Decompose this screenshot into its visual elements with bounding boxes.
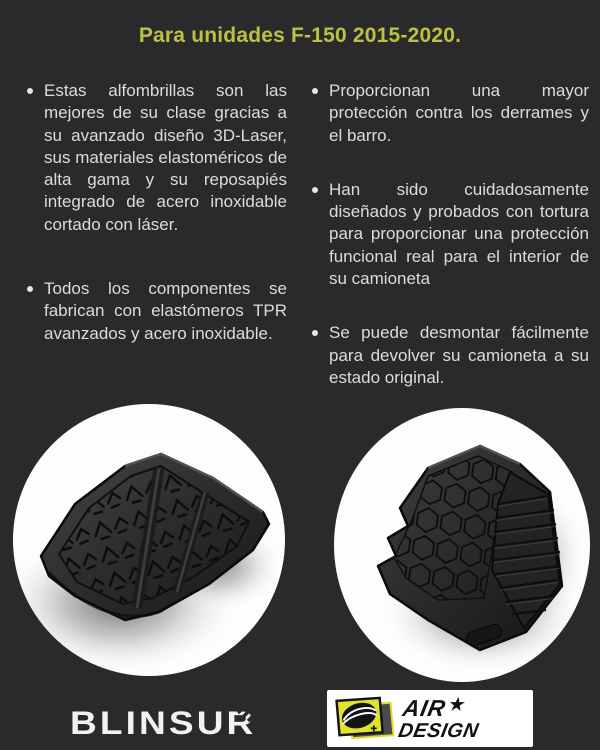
blinsur-logo <box>70 702 257 744</box>
list-item <box>312 322 589 389</box>
air-design-emblem-icon <box>333 694 397 743</box>
air-design-wordmark <box>396 694 485 742</box>
page-title: Para unidades F-150 2015-2020. <box>138 24 462 47</box>
bullet-text: Proporcionan una mayor protección contra los derrames y el barro. <box>329 81 589 145</box>
bullet-icon <box>27 286 33 292</box>
bullet-text: Todos los componentes se fabrican con elastómeros TPR avanzados y acero inoxidable. <box>44 279 287 343</box>
rear-mat-photo <box>334 408 590 682</box>
star-icon: ★ <box>447 694 468 714</box>
bullet-icon <box>312 330 318 336</box>
feature-columns <box>0 80 600 421</box>
bullet-text: Estas alfombrillas son las mejores de su clase gracias a su avanzado diseño 3D-Laser, sus materiales elastoméricos de alta gama y su reposapiés integrado de acero inoxidable cortado con láser. <box>44 81 287 234</box>
speed-slashes-icon <box>235 700 259 722</box>
list-item <box>312 179 589 290</box>
air-design-logo <box>327 690 533 747</box>
air-design-design-text: DESIGN <box>396 719 481 742</box>
bullet-icon <box>312 88 318 94</box>
feature-column-left <box>0 80 300 421</box>
list-item <box>312 80 589 147</box>
bullet-text: Han sido cuidadosamente diseñados y probados con tortura para proporcionar una protección funcional real para el interior de su camioneta <box>329 179 589 289</box>
bullet-text: Se puede desmontar fácilmente para devolver su camioneta a su estado original. <box>329 323 589 387</box>
list-item <box>27 80 287 236</box>
list-item <box>27 278 287 345</box>
feature-column-right <box>300 80 600 421</box>
front-mat-photo <box>13 404 285 676</box>
front-mat-illustration <box>13 404 285 676</box>
rear-mat-illustration <box>334 408 590 682</box>
bullet-icon <box>27 88 33 94</box>
air-design-air-text: AIR <box>400 694 449 721</box>
blinsur-wordmark: BLINSUR <box>70 704 257 741</box>
bullet-icon <box>312 187 318 193</box>
